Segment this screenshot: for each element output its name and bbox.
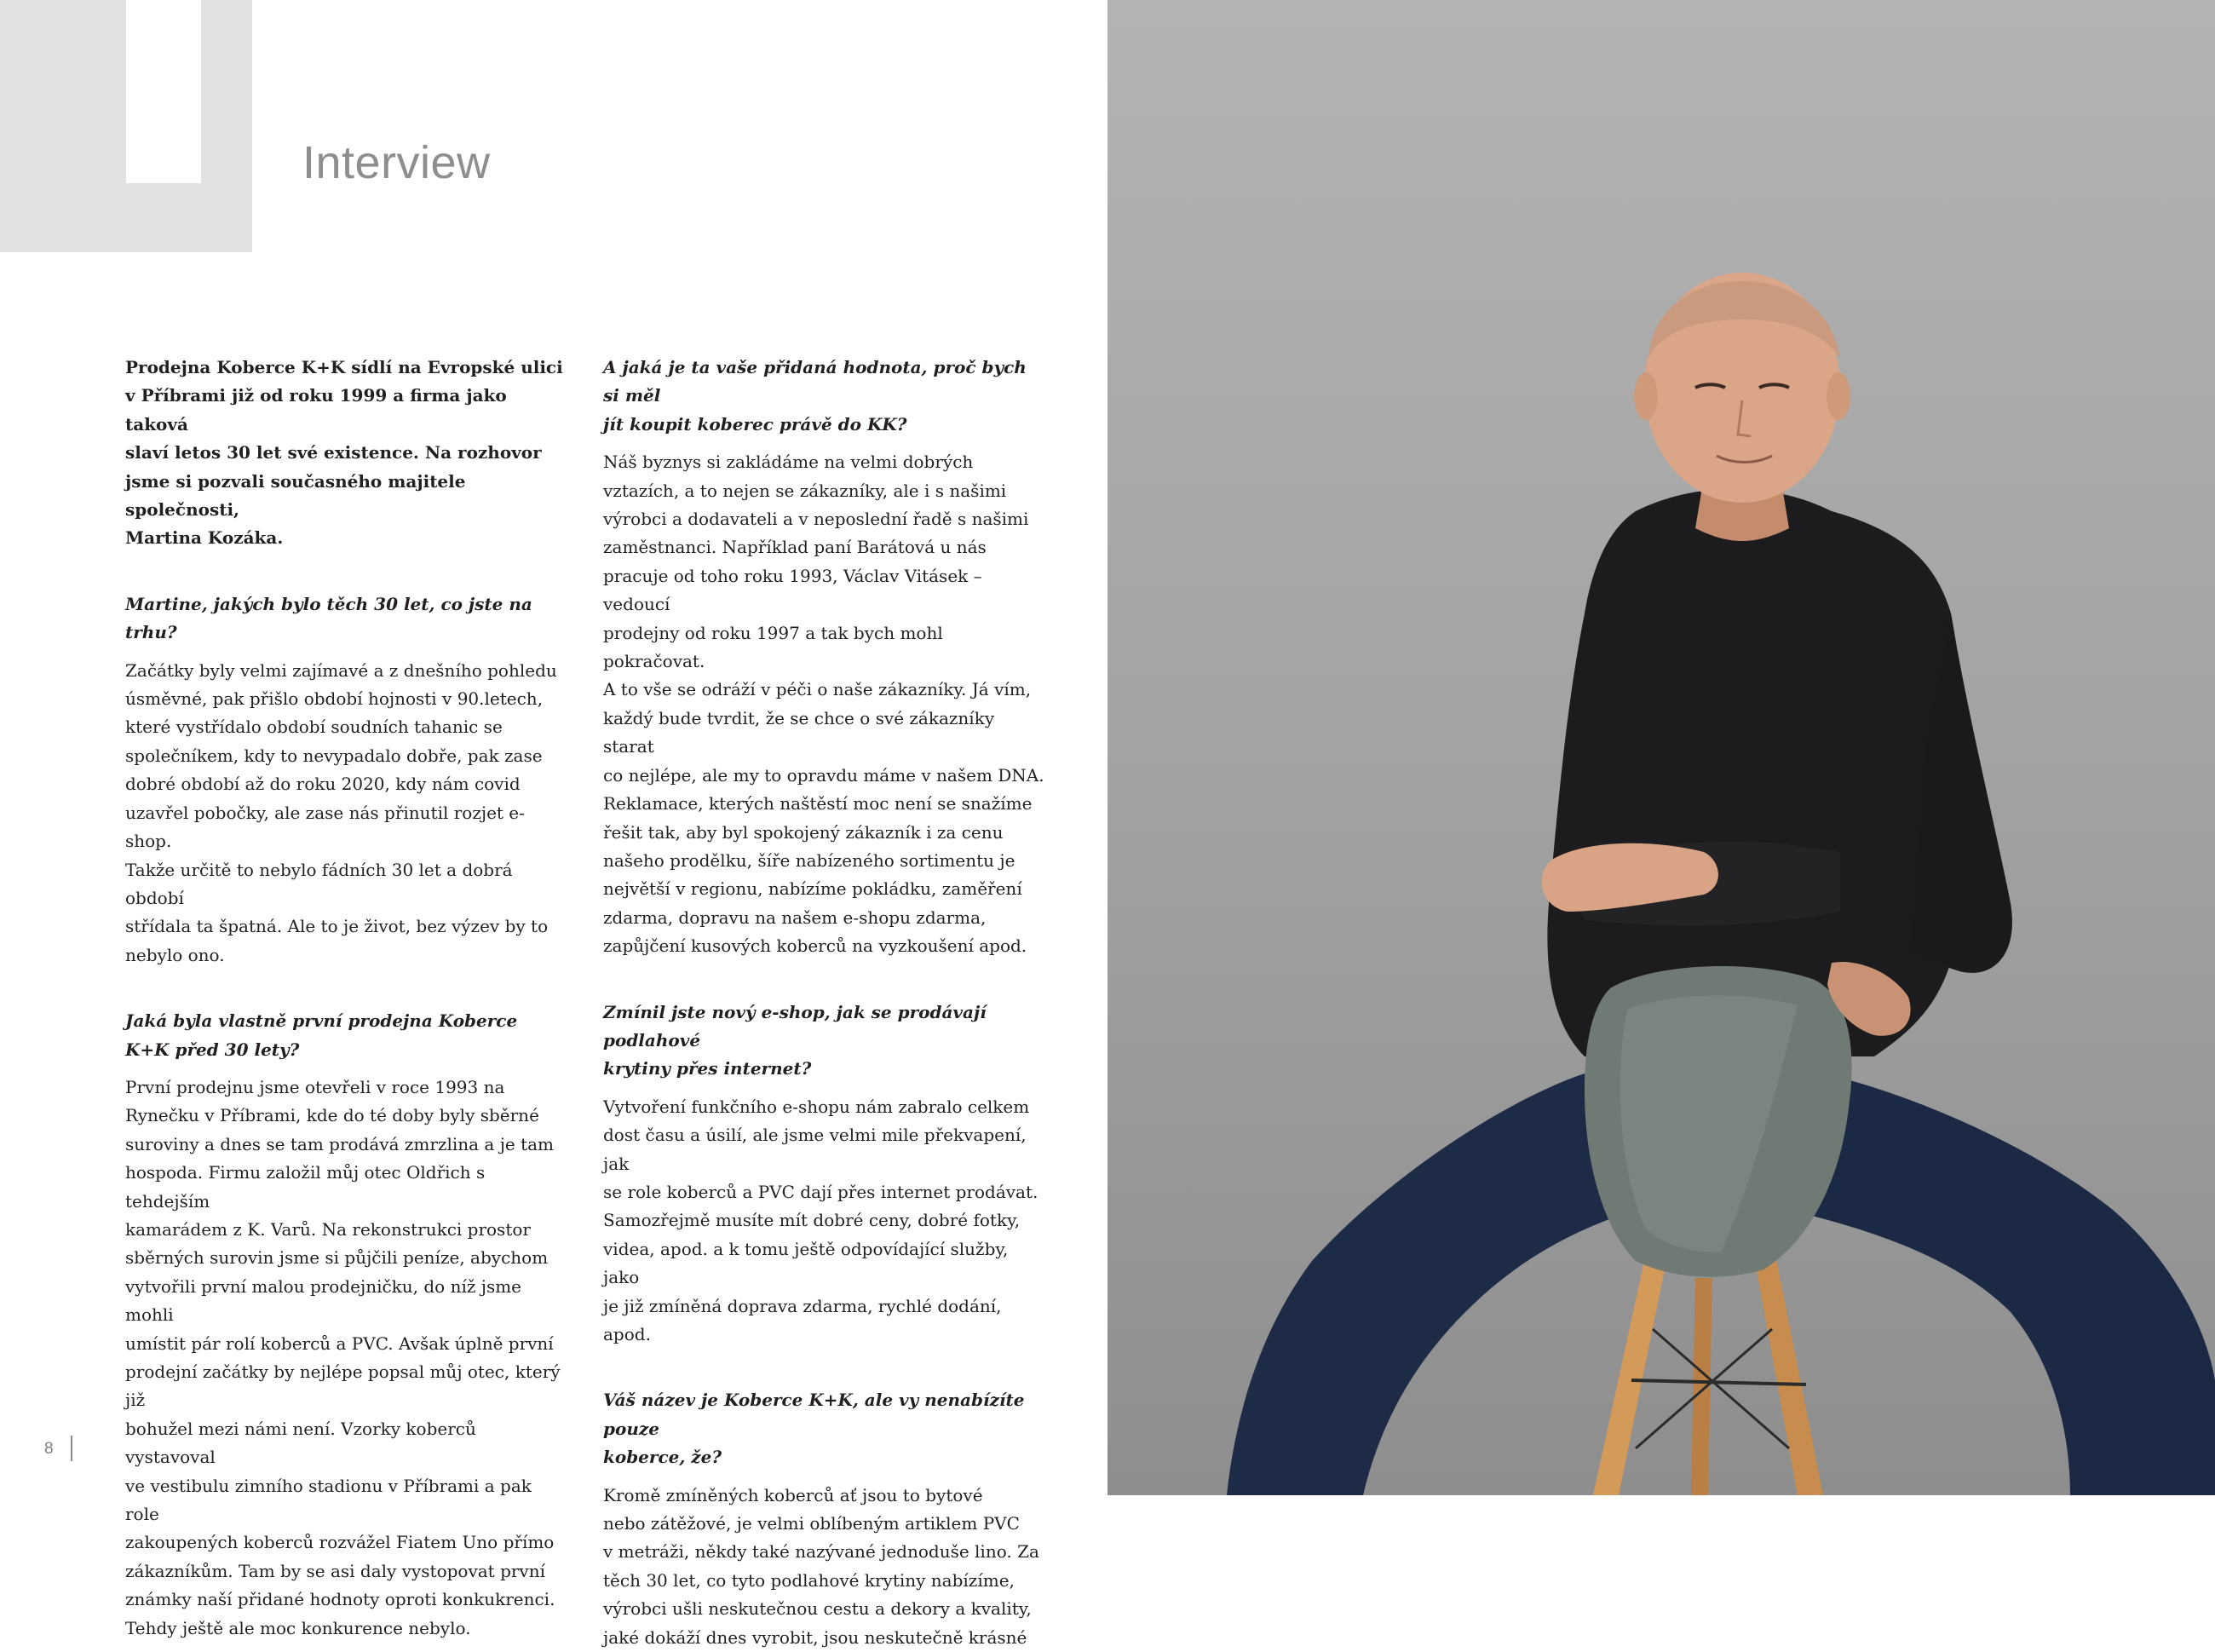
answer-not-only-carpets: Kromě zmíněných koberců ať jsou to bytové nebo zátěžové, je velmi oblíbeným artiklem PVC v metráži, někdy také nazývané jednoduše lino. Za těch 30 let, co tyto podlahové krytiny nabízíme, výrobci ušli neskutečnou cestu a dekory a kvality, jaké dokáží dnes vyrobit, jsou neskutečně krásné [603, 1484, 1039, 1648]
text-column-right [603, 354, 1046, 1652]
lead-paragraph: Prodejna Koberce K+K sídlí na Evropské ulici v Příbrami již od roku 1999 a firma jako taková slaví letos 30 let své existence. Na rozhovor jsme si pozvali současného majitele společnosti, Martina Kozáka. [125, 357, 563, 549]
answer-added-value: Náš byznys si zakládáme na velmi dobrých vztazích, a to nejen se zákazníky, ale i s našimi výrobci a dodavateli a v neposlední řadě s našimi zaměstnanci. Například paní Barátová u nás pracuje od toho roku 1993, Václav Vitásek – vedoucí prodejny od roku 1997 a tak bych mohl pokračovat. A to vše se odráží v péči o naše zákazníky. Já vím, každý bude tvrdit, že se chce o své zákazníky starat co nejlépe, ale my to opravdu máme v našem DNA. Reklamace, kterých naštěstí moc není se snažíme řešit tak, aby byl spokojený zákazník i za cenu našeho prodělku, šíře nabízeného sortimentu je největší v regionu, nabízíme pokládku, zaměření zdarma, dopravu na našem e-shopu zdarma, zapůjčení kusových koberců na vyzkoušení apod. [603, 452, 1044, 957]
chair-shell [1585, 966, 1852, 1277]
question-30-years: Martine, jakých bylo těch 30 let, co jste na trhu? [125, 593, 532, 643]
portrait-photo [1108, 0, 2215, 1495]
header-block [0, 0, 252, 252]
section-title: Interview [302, 137, 491, 188]
header-accent-bar [126, 0, 201, 183]
chair-legs [1593, 1259, 1823, 1495]
question-added-value: A jaká je ta vaše přidaná hodnota, proč bych si měl jít koupit koberec právě do KK? [603, 357, 1027, 435]
answer-30-years: Začátky byly velmi zajímavé a z dnešního pohledu úsměvné, pak přišlo období hojnosti v 90.letech, které vystřídalo období soudních tahanic se společníkem, kdy to nevypadalo dobře, pak zase dobré období až do roku 2020, kdy nám covid uzavřel pobočky, ale zase nás přinutil rozjet e-shop. Takže určitě to nebylo fádních 30 let a dobrá období střídala ta špatná. Ale to je život, bez výzev by to nebylo ono. [125, 659, 557, 965]
question-first-store: Jaká byla vlastně první prodejna Koberce K+K před 30 lety? [125, 1010, 518, 1060]
question-not-only-carpets: Váš název je Koberce K+K, ale vy nenabízíte pouze koberce, že? [603, 1390, 1025, 1468]
page-number: 8 [44, 1440, 54, 1458]
left-page [0, 0, 1108, 1648]
question-eshop: Zmínil jste nový e-shop, jak se prodávají podlahové krytiny přes internet? [603, 1001, 987, 1079]
text-column-left [125, 354, 568, 1643]
portrait-illustration [1108, 0, 2215, 1495]
answer-first-store: První prodejnu jsme otevřeli v roce 1993 na Rynečku v Příbrami, kde do té doby byly sběrné suroviny a dnes se tam prodává zmrzlina a je tam hospoda. Firmu založil můj otec Oldřich s tehdejším kamarádem z K. Varů. Na rekonstrukci prostor sběrných surovin jsme si půjčili peníze, abychom vytvořili první malou prodejničku, do níž jsme mohli umístit pár rolí koberců a PVC. Avšak úplně první prodejní začátky by nejlépe popsal můj otec, který již bohužel mezi námi není. Vzorky koberců vystavoval ve vestibulu zimního stadionu v Příbrami a pak role zakoupených koberců rozvážel Fiatem Uno přímo zákazníkům. Tam by se asi daly vystopovat první známky naší přidané hodnoty oproti konkukrenci. Tehdy ještě ale moc konkurence nebylo. [125, 1076, 561, 1638]
page-number-divider [71, 1436, 72, 1461]
answer-eshop: Vytvoření funkčního e-shopu nám zabralo celkem dost času a úsilí, ale jsme velmi mile překvapení, jak se role koberců a PVC dají přes internet prodávat. Samozřejmě musíte mít dobré ceny, dobré fotky, videa, apod. a k tomu ještě odpovídající služby, jako je již zmíněná doprava zdarma, rychlé dodání, apod. [603, 1096, 1038, 1344]
